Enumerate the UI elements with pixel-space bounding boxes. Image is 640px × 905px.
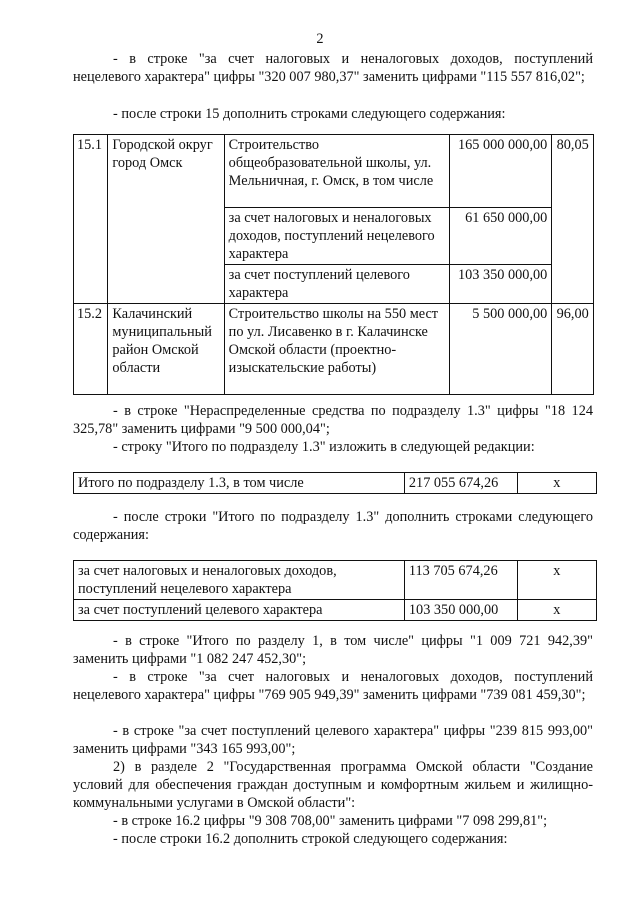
- sum-cell: 165 000 000,00: [450, 135, 552, 208]
- subtotal-mark-cell: x: [517, 473, 596, 494]
- table-row: [74, 304, 594, 395]
- breakdown-mark-cell: x: [517, 561, 596, 600]
- table-row: [74, 473, 597, 494]
- sub-sum-cell: 61 650 000,00: [450, 208, 552, 265]
- bottom-paragraph-1: - в строке "Итого по разделу 1, в том числе" цифры "1 009 721 942,39" заменить цифрами "1 082 247 452,30";: [73, 633, 593, 667]
- table-row: [74, 135, 594, 208]
- subtotal-table: [73, 472, 597, 494]
- subtotal-label-cell: Итого по подразделу 1.3, в том числе: [74, 473, 405, 494]
- bottom-paragraph-6: - после строки 16.2 дополнить строкой следующего содержания:: [113, 831, 508, 847]
- mid-paragraph-1: - в строке "Нераспределенные средства по подразделу 1.3" цифры "18 124 325,78" заменить цифрами "9 500 000,04";: [73, 403, 593, 437]
- sub-sum-cell: 103 350 000,00: [450, 265, 552, 304]
- bottom-paragraph-4: 2) в разделе 2 "Государственная программа Омской области "Создание условий для обеспечения граждан доступным и комфортным жильем и жилищно-коммунальными услугами в Омской области":: [73, 759, 593, 811]
- object-cell: Строительство школы на 550 мест по ул. Лисавенко в г. Калачинске Омской области (проектно-изыскательские работы): [224, 304, 450, 395]
- breakdown-label-cell: за счет налоговых и неналоговых доходов, поступлений нецелевого характера: [74, 561, 405, 600]
- row-number: 15.2: [74, 304, 108, 395]
- row-number: 15.1: [74, 135, 108, 304]
- breakdown-value-cell: 113 705 674,26: [404, 561, 517, 600]
- subtotal-breakdown-table: [73, 560, 597, 621]
- bottom-paragraph-3: - в строке "за счет поступлений целевого характера" цифры "239 815 993,00" заменить цифрами "343 165 993,00";: [73, 723, 593, 757]
- subtotal-value-cell: 217 055 674,26: [404, 473, 517, 494]
- after-subtotal-paragraph: - после строки "Итого по подразделу 1.3" дополнить строками следующего содержания:: [73, 509, 593, 543]
- bottom-paragraph-5: - в строке 16.2 цифры "9 308 708,00" заменить цифрами "7 098 299,81";: [113, 813, 548, 829]
- percent-cell: 80,05: [552, 135, 594, 304]
- municipality-cell: Калачинский муниципальный район Омской области: [108, 304, 224, 395]
- sub-label-cell: за счет налоговых и неналоговых доходов, поступлений нецелевого характера: [224, 208, 450, 265]
- insert-rows-table: [73, 134, 594, 395]
- intro-paragraph-1: - в строке "за счет налоговых и неналоговых доходов, поступлений нецелевого характера" цифры "320 007 980,37" заменить цифрами "115 557 816,02";: [73, 51, 593, 85]
- breakdown-value-cell: 103 350 000,00: [404, 600, 517, 621]
- table-row: [74, 561, 597, 600]
- object-cell: Строительство общеобразовательной школы, ул. Мельничная, г. Омск, в том числе: [224, 135, 450, 208]
- sum-cell: 5 500 000,00: [450, 304, 552, 395]
- percent-cell: 96,00: [552, 304, 594, 395]
- municipality-cell: Городской округ город Омск: [108, 135, 224, 304]
- mid-paragraph-2: - строку "Итого по подразделу 1.3" изложить в следующей редакции:: [113, 439, 535, 455]
- breakdown-label-cell: за счет поступлений целевого характера: [74, 600, 405, 621]
- bottom-paragraph-2: - в строке "за счет налоговых и неналоговых доходов, поступлений нецелевого характера" цифры "769 905 949,39" заменить цифрами "739 081 459,30";: [73, 669, 593, 703]
- breakdown-mark-cell: x: [517, 600, 596, 621]
- intro-paragraph-2: - после строки 15 дополнить строками следующего содержания:: [113, 106, 506, 122]
- page-number: 2: [316, 31, 324, 47]
- sub-label-cell: за счет поступлений целевого характера: [224, 265, 450, 304]
- table-row: [74, 600, 597, 621]
